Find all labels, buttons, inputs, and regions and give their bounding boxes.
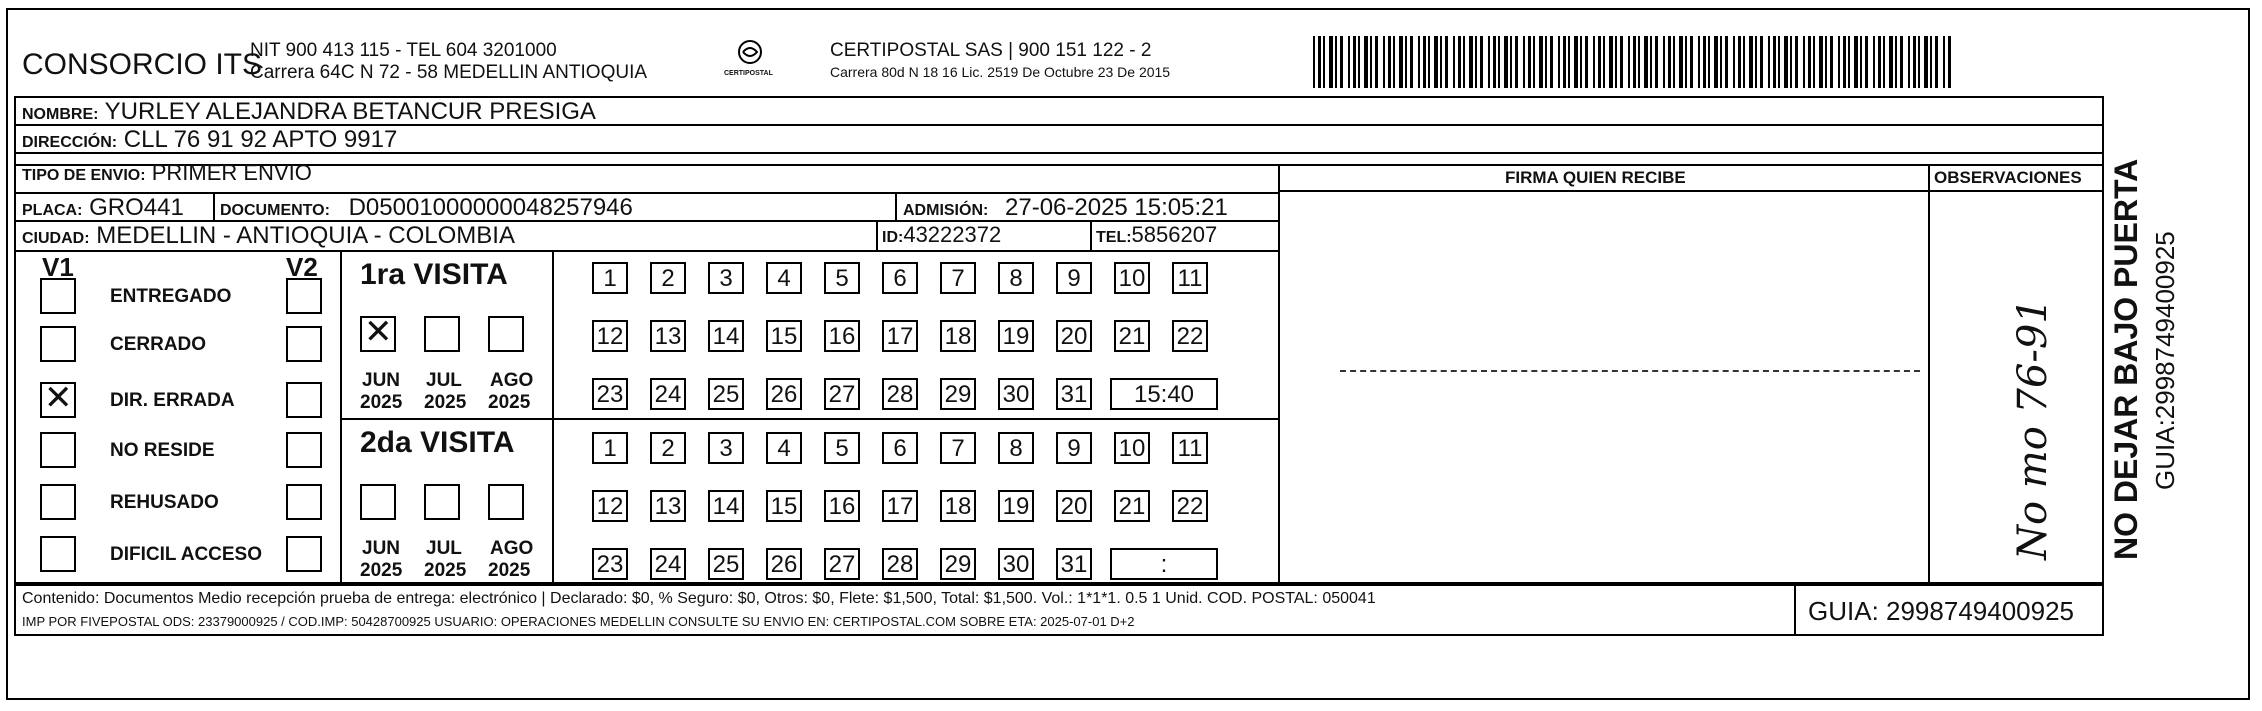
- day-number: 9: [1067, 265, 1081, 292]
- month-label: AGO: [490, 538, 534, 559]
- day-number: 7: [951, 265, 965, 292]
- day-number: 15: [770, 323, 798, 350]
- day-number: 16: [828, 493, 856, 520]
- day-number: 31: [1060, 551, 1088, 578]
- status-option-label: REHUSADO: [110, 492, 219, 513]
- month-check-mark: ✕: [364, 313, 393, 351]
- direccion-value: CLL 76 91 92 APTO 9917: [123, 126, 398, 153]
- day-number: 8: [1009, 265, 1023, 292]
- certipostal-line: CERTIPOSTAL SAS | 900 151 122 - 2: [830, 40, 1152, 61]
- month-label: JUN: [362, 538, 401, 559]
- v1-label: V1: [42, 252, 74, 282]
- status-option-label: CERRADO: [110, 334, 207, 355]
- footer-line1: Contenido: Documentos Medio recepción prueba de entrega: electrónico | Declarado: $0, % Seguro: $0, Otros: $0, Flete: $1,500, Total: $1,500. Vol.: 1*1*1. 0.5 1 Unid. COD. POSTAL: 050041: [22, 590, 1376, 607]
- v2-label: V2: [286, 252, 318, 282]
- placa-label: PLACA:: [22, 202, 83, 219]
- day-number: 10: [1118, 435, 1146, 462]
- day-number: 4: [777, 265, 791, 292]
- day-number: 27: [828, 551, 856, 578]
- day-number: 18: [944, 493, 972, 520]
- tipo-label: TIPO DE ENVIO:: [22, 167, 146, 184]
- year-label: 2025: [360, 392, 403, 413]
- documento-label: DOCUMENTO:: [220, 202, 330, 219]
- ciudad-label: CIUDAD:: [22, 230, 90, 247]
- day-number: 8: [1009, 435, 1023, 462]
- day-number: 24: [654, 381, 682, 408]
- day-number: 17: [886, 493, 914, 520]
- day-number: 15:40: [1133, 381, 1195, 408]
- day-number: 14: [712, 323, 740, 350]
- day-number: 19: [1002, 493, 1030, 520]
- day-number: 25: [712, 381, 740, 408]
- admision-label: ADMISIÓN:: [903, 202, 989, 219]
- day-number: 6: [893, 435, 907, 462]
- day-number: 25: [712, 551, 740, 578]
- year-label: 2025: [488, 392, 531, 413]
- month-label: JUL: [426, 370, 462, 391]
- year-label: 2025: [424, 392, 467, 413]
- day-number: 24: [654, 551, 682, 578]
- status-option-label: ENTREGADO: [110, 286, 232, 307]
- day-number: 21: [1118, 493, 1146, 520]
- tel-label: TEL:: [1096, 229, 1132, 246]
- day-number: 23: [596, 551, 624, 578]
- address-line: Carrera 64C N 72 - 58 MEDELLIN ANTIOQUIA: [250, 62, 648, 83]
- day-number: 6: [893, 265, 907, 292]
- month-label: JUL: [426, 538, 462, 559]
- day-number: 7: [951, 435, 965, 462]
- nit-line: NIT 900 413 115 - TEL 604 3201000: [250, 40, 557, 61]
- day-number: :: [1160, 551, 1168, 578]
- day-number: 13: [654, 493, 682, 520]
- footer-line2: IMP POR FIVEPOSTAL ODS: 23379000925 / COD.IMP: 50428700925 USUARIO: OPERACIONES MEDELLIN CONSULTE SU ENVIO EN: CERTIPOSTAL.COM SOBRE ETA: 2025-07-01 D+2: [22, 614, 1135, 629]
- handwritten-observation: No mo 76-91: [2010, 298, 2056, 560]
- year-label: 2025: [360, 560, 403, 581]
- day-number: 13: [654, 323, 682, 350]
- license-line: Carrera 80d N 18 16 Lic. 2519 De Octubre 23 De 2015: [830, 64, 1171, 80]
- day-number: 15: [770, 493, 798, 520]
- month-label: JUN: [362, 370, 401, 391]
- day-number: 12: [596, 323, 624, 350]
- day-number: 28: [886, 381, 914, 408]
- day-number: 31: [1060, 381, 1088, 408]
- day-number: 30: [1002, 381, 1030, 408]
- day-number: 2: [661, 265, 675, 292]
- nombre-label: NOMBRE:: [22, 106, 99, 123]
- day-number: 26: [770, 381, 798, 408]
- day-number: 5: [835, 265, 849, 292]
- year-label: 2025: [424, 560, 467, 581]
- tel-value: 5856207: [1131, 222, 1218, 247]
- day-number: 20: [1060, 323, 1088, 350]
- ciudad-value: MEDELLIN - ANTIOQUIA - COLOMBIA: [96, 222, 515, 249]
- admision-value: 27-06-2025 15:05:21: [1005, 194, 1228, 221]
- day-number: 29: [944, 551, 972, 578]
- placa-value: GRO441: [89, 194, 184, 221]
- day-number: 2: [661, 435, 675, 462]
- firma-header: FIRMA QUIEN RECIBE: [1505, 168, 1686, 187]
- tipo-value: PRIMER ENVIO: [151, 160, 312, 185]
- day-number: 5: [835, 435, 849, 462]
- day-number: 3: [719, 435, 733, 462]
- second-visit-title: 2da VISITA: [360, 426, 515, 459]
- status-option-label: DIR. ERRADA: [110, 390, 235, 411]
- day-number: 1: [603, 265, 617, 292]
- company-name: CONSORCIO ITS: [22, 48, 263, 81]
- documento-value: D05001000000048257946: [348, 194, 633, 221]
- day-number: 11: [1177, 435, 1203, 462]
- day-number: 10: [1118, 265, 1146, 292]
- first-visit-title: 1ra VISITA: [360, 258, 508, 291]
- id-label: ID:: [882, 229, 904, 246]
- day-number: 23: [596, 381, 624, 408]
- day-number: 1: [603, 435, 617, 462]
- observaciones-header: OBSERVACIONES: [1934, 168, 2082, 187]
- side-guia: GUIA:2998749400925: [2150, 231, 2180, 490]
- v1-check-mark: ✕: [44, 379, 73, 417]
- day-number: 16: [828, 323, 856, 350]
- day-number: 22: [1176, 323, 1204, 350]
- status-option-label: DIFICIL ACCESO: [110, 544, 263, 565]
- day-number: 17: [886, 323, 914, 350]
- day-number: 4: [777, 435, 791, 462]
- nombre-value: YURLEY ALEJANDRA BETANCUR PRESIGA: [104, 98, 596, 125]
- day-number: 11: [1177, 265, 1203, 292]
- day-number: 9: [1067, 435, 1081, 462]
- day-number: 26: [770, 551, 798, 578]
- month-label: AGO: [490, 370, 534, 391]
- day-number: 21: [1118, 323, 1146, 350]
- day-number: 3: [719, 265, 733, 292]
- day-number: 18: [944, 323, 972, 350]
- id-value: 43222372: [903, 222, 1002, 247]
- status-option-label: NO RESIDE: [110, 440, 215, 461]
- direccion-label: DIRECCIÓN:: [22, 134, 118, 151]
- year-label: 2025: [488, 560, 531, 581]
- day-number: 28: [886, 551, 914, 578]
- day-number: 14: [712, 493, 740, 520]
- footer-guia: GUIA: 2998749400925: [1808, 596, 2074, 626]
- outer-frame: [6, 8, 2250, 700]
- day-number: 27: [828, 381, 856, 408]
- day-number: 19: [1002, 323, 1030, 350]
- side-notice: NO DEJAR BAJO PUERTA: [2108, 158, 2144, 560]
- day-number: 22: [1176, 493, 1204, 520]
- day-number: 20: [1060, 493, 1088, 520]
- logo-text: CERTIPOSTAL: [724, 70, 773, 77]
- day-number: 30: [1002, 551, 1030, 578]
- day-number: 12: [596, 493, 624, 520]
- day-number: 29: [944, 381, 972, 408]
